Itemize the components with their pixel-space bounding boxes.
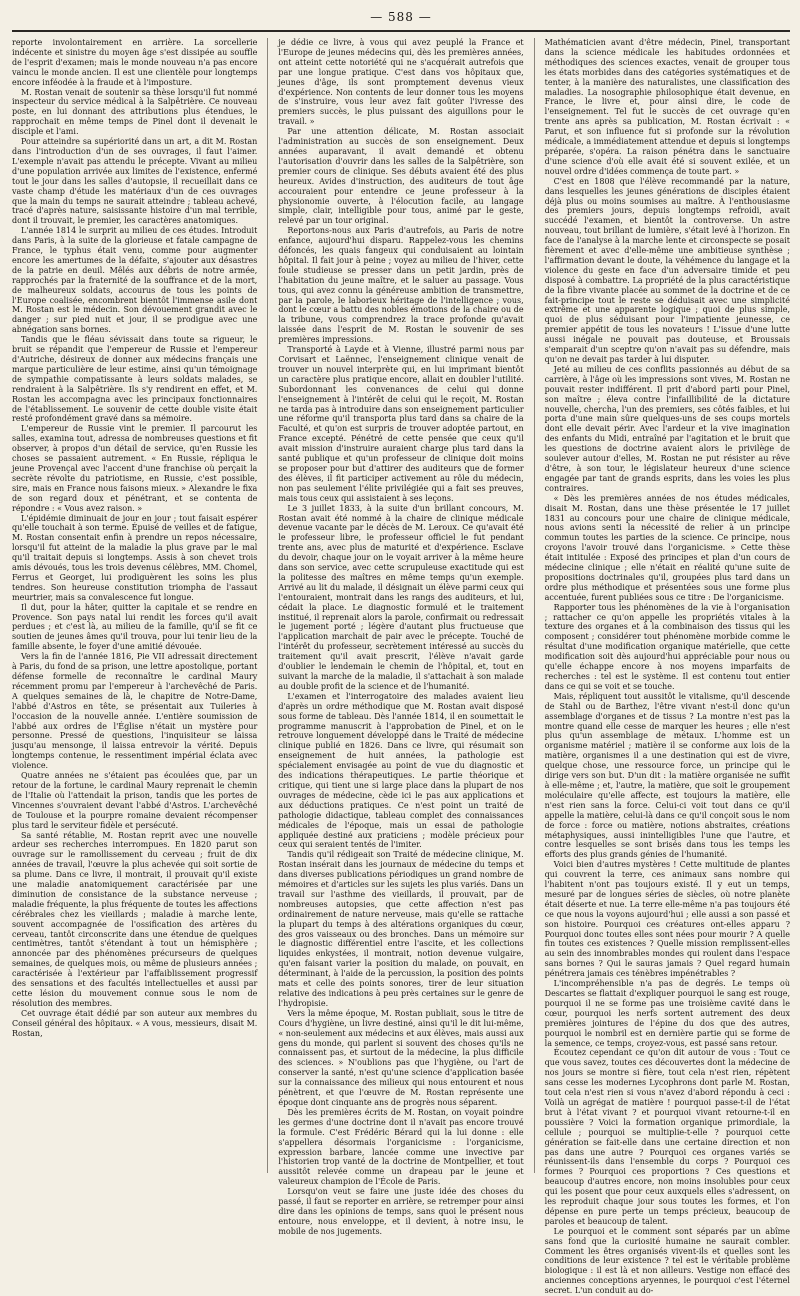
paragraph: Lorsqu'on veut se faire une juste idée des choses du passé, il faut se reporter en arrière, se retremper pour ainsi dire dans les opinions de temps, sans quoi le présent nous entoure, nous enveloppe, et il devient, à notre insu, le mobile de nos jugements.: [278, 1187, 524, 1236]
column-middle: [278, 38, 524, 1236]
paragraph: Vers la fin de l'année 1816, Pie VII adressait directement à Paris, du fond de sa prison, une lettre apostolique, portant défense formelle de reconnaître le cardinal Maury récemment promu par l'empereur à l'archevêché de Paris. A quelques semaines de là, le chapitre de Notre-Dame, l'abbé d'Astros en tête, se présentait aux Tuileries à l'occasion de la nouvelle année. L'entière soumission de l'abbé aux ordres de l'Église n'était un mystère pour personne. Pressé de questions, l'inquisiteur se laissa jusqu'au mensonge, il laissa entrevoir la vérité. Depuis longtemps contenue, le ressentiment impérial éclata avec violence.: [12, 652, 258, 771]
paragraph: Reportons-nous aux Paris d'autrefois, au Paris de notre enfance, aujourd'hui disparu. Rappelez-vous les chemins défoncés, les quais fangeux qui conduisaient au lointain hôpital. Il fait jour à peine ; voyez au milieu de l'hiver, cette foule studieuse se presser dans un petit jardin, près de l'habitation du jeune maître, et le saluer au passage. Vous tous, qui avez connu la généreuse ambition de transmettre, par la parole, le laborieux héritage de l'intelligence ; vous, dont le cœur a battu des nobles émotions de la chaire ou de la tribune, vous comprendrez la trace profonde qu'avait laissée dans l'esprit de M. Rostan le souvenir de ses premières impressions.: [278, 226, 524, 345]
paragraph: L'épidémie diminuait de jour en jour ; tout faisait espérer qu'elle touchait à son terme. Épuisé de veilles et de fatigue, M. Rostan consentait enfin à prendre un repos nécessaire, lorsqu'il fut atteint de la maladie la plus grave par le mal qu'il traitait depuis si longtemps. Assis à son chevet trois amis dévoués, tous les trois devenus célèbres, MM. Chomel, Ferrus et Georget, lui prodiguèrent les soins les plus tendres. Son heureuse constitution triompha de l'assaut meurtrier, mais sa convalescence fut longue.: [12, 513, 258, 602]
text-columns: [12, 38, 790, 1296]
paragraph: Transporté à Layde et à Vienne, illustré parmi nous par Corvisart et Laënnec, l'enseignement clinique venait de trouver un nouvel interprète qui, en lui imprimant bientôt un caractère plus pratique encore, allait en doubler l'utilité. Subordonnant les convenances de celui qui donne l'enseignement à l'intérêt de celui qui le reçoit, M. Rostan ne tarda pas à introduire dans son enseignement particulier une réforme qu'il transporta plus tard dans sa chaire de la Faculté, et qu'on est surpris de trouver adoptée partout, en France excepté. Pénétré de cette pensée que ceux qu'il avait mission d'instruire auraient charge plus tard dans la santé publique et qu'un professeur de clinique doit moins se proposer pour but d'attirer des auditeurs que de former des élèves, il fit participer activement au rôle du médecin, non pas seulement l'élite privilégiée qui a fait ses preuves, mais tous ceux qui assistaient à ses leçons.: [278, 345, 524, 503]
paragraph: Tandis qu'il rédigeait son Traité de médecine clinique, M. Rostan insérait dans les journaux de médecine du temps et dans diverses publications périodiques un grand nombre de mémoires et d'articles sur les sujets les plus variés. Dans un travail sur l'asthme des vieillards, il prouvait, par de nombreuses autopsies, que cette affection n'est pas ordinairement de nature nerveuse, mais qu'elle se rattache la plupart du temps à des altérations organiques du cœur, des gros vaisseaux ou des bronches. Dans un mémoire sur le diagnostic différentiel entre l'ascite, et les collections liquides enkystées, il montrait, notion devenue vulgaire, qu'en faisant varier la position du malade, on pouvait, en déterminant, à l'aide de la percussion, la position des points mats et celle des points sonores, tirer de leur situation relative des indications à peu près certaines sur le genre de l'hydropisie.: [278, 850, 524, 1008]
paragraph: L'incompréhensible n'a pas de degrés. Le temps où Descartes se flattait d'expliquer pourquoi le sang est rouge, pourquoi il ne se forme pas une troisième cavité dans le cœur, pourquoi les nerfs sortent autrement des deux premières jointures de l'épine du dos que des autres, pourquoi le nombril est en dernière partie qui se forme de la semence, ce temps, croyez-vous, est passé sans retour.: [544, 979, 790, 1048]
paragraph: Le pourquoi et le comment sont séparés par un abîme sans fond que la curiosité humaine ne saurait combler. Comment les êtres organisés vivent-ils et quelles sont les conditions de leur existence ? tel est le véritable problème biologique : il est là et non ailleurs. Vestige non effacé des anciennes conceptions aryennes, le pourquoi c'est l'éternel secret. L'un conduit au do-: [544, 1226, 790, 1296]
paragraph: Quatre années ne s'étaient pas écoulées que, par un retour de la fortune, le cardinal Maury reprenait le chemin de l'Italie où l'attendait la prison, tandis que les portes de Vincennes s'ouvraient devant l'abbé d'Astros. L'archevêché de Toulouse et la pourpre romaine devaient récompenser plus tard le serviteur fidèle et persécuté.: [12, 771, 258, 830]
paragraph: « Dès les premières années de nos études médicales, disait M. Rostan, dans une thèse présentée le 17 juillet 1831 au concours pour une chaire de clinique médicale, nous avions senti la nécessité de relier à un principe commun toutes les parties de la science. Ce principe, nous croyons l'avoir trouvé dans l'organicisme. » Cette thèse était intitulée : Exposé des principes et plan d'un cours de médecine clinique ; elle n'était en réalité qu'une suite de propositions doctrinales qu'il, groupées plus tard dans un ordre plus méthodique et présentées sous une forme plus accentuée, furent publiées sous ce titre : De l'organicisme.: [544, 493, 790, 602]
paragraph: Sa santé rétablie, M. Rostan reprit avec une nouvelle ardeur ses recherches interrompues. En 1820 parut son ouvrage sur le ramollissement du cerveau ; fruit de dix années de travail, l'œuvre la plus achevée qui soit sortie de sa plume. Dans ce livre, il montrait, il prouvait qu'il existe une maladie anatomiquement caractérisée par une diminution de consistance de la substance nerveuse ; maladie fréquente, la plus fréquente de toutes les affections cérébrales chez les vieillards ; maladie à marche lente, souvent accompagnée de l'ossification des artères du cerveau, tantôt circonscrite dans une étendue de quelques centimètres, tantôt s'étendant à tout un hémisphère ; annoncée par des phénomènes précurseurs de quelques semaines, de quelques mois, ou même de plusieurs années ; caractérisée à l'extérieur par l'affaiblissement progressif des sensations et des facultés intellectuelles et aussi par cette lésion du mouvement connue sous le nom de résolution des membres.: [12, 830, 258, 1008]
paragraph: Tandis que le fléau sévissait dans toute sa rigueur, le bruit se répandit que l'empereur de Russie et l'empereur d'Autriche, désireux de donner aux médecins français une marque particulière de leur estime, ainsi qu'un témoignage de sympathie compatissante à leurs soldats malades, se rendraient à la Salpêtrière. Ils s'y rendirent en effet, et M. Rostan les accompagna avec les principaux fonctionnaires de l'établissement. Le souvenir de cette double visite était resté profondément gravé dans sa mémoire.: [12, 335, 258, 424]
paragraph: M. Rostan venait de soutenir sa thèse lorsqu'il fut nommé inspecteur du service médical à la Salpêtrière. Ce nouveau poste, en lui donnant des attributions plus étendues, le rapprochait en même temps de Pinel dont il devenait le disciple et l'ami.: [12, 87, 258, 137]
paragraph: Cet ouvrage était dédié par son auteur aux membres du Conseil général des hôpitaux. « A vous, messieurs, disait M. Rostan,: [12, 1008, 258, 1038]
paragraph: Par une attention délicate, M. Rostan associait l'administration au succès de son enseignement. Deux années auparavant, il avait demandé et obtenu l'autorisation d'ouvrir dans les salles de la Salpêtrière, son premier cours de clinique. Ses débuts avaient été des plus heureux. Avides d'instruction, des auditeurs de tout âge accouraient pour entendre ce jeune professeur à la physionomie ouverte, à l'élocution facile, au langage simple, clair, intelligible pour tous, animé par le geste, relevé par un tour original.: [278, 127, 524, 226]
paragraph: Mais, répliquent tout aussitôt le vitalisme, qu'il descende de Stahl ou de Barthez, l'être vivant n'est-il donc qu'un assemblage d'organes et de tissus ? La montre n'est pas la montre quand elle cesse de marquer les heures ; elle n'est plus qu'un assemblage de métaux. L'homme est un organisme matériel ; matière il se conforme aux lois de la matière, organismes il a une destination qui est de vivre, quelque chose, une ressource force, un principe qui le dirige vers son but. D'un dit : la matière organisée ne suffit à elle-même ; et, l'autre, la matière, que soit le groupement moléculaire qu'elle affecte, est toujours la matière, elle n'est rien sans la force. Celui-ci voit tout dans ce qu'il appelle la matière, celui-là dans ce qu'il conçoit sous le nom de force : force ou matière, notions abstraites, créations métaphysiques, aussi inintelligibles l'une que l'autre, et contre lesquelles se sont brisés dans tous les temps les efforts des plus grands génies de l'humanité.: [544, 691, 790, 860]
paragraph: Dès les premières écrits de M. Rostan, on voyait poindre les germes d'une doctrine dont il n'avait pas encore trouvé la formule. C'est Frédéric Bérard qui la lui donne : elle s'appellera désormais l'organicisme : l'organicisme, expression barbare, lancée comme une invective par l'historien trop vanté de la doctrine de Montpellier, et tout aussitôt relevée comme un drapeau par le jeune et valeureux champion de l'École de Paris.: [278, 1107, 524, 1187]
column-divider: [534, 38, 535, 1173]
paragraph: Il dut, pour la hâter, quitter la capitale et se rendre en Provence. Son pays natal lui rendit les forces qu'il avait perdues ; et c'est là, au milieu de la famille, qu'il se fit ce soutien de jeunes âmes qu'il trouva, pour lui tenir lieu de la famille absente, le foyer d'une amitié dévouée.: [12, 602, 258, 652]
paragraph: Voici bien d'autres mystères ! Cette multitude de plantes qui couvrent la terre, ces animaux sans nombre qui l'habitent n'ont pas toujours existé. Il y eut un temps, mesuré par de longues séries de siècles, où notre planète était déserte et nue. La terre elle-même n'a pas toujours été ce que nous la voyons aujourd'hui ; elle aussi a son passé et son histoire. Pourquoi ces créatures ont-elles apparu ? Pourquoi donc toutes elles sont nées pour mourir ? A quelle fin toutes ces existences ? Quelle mission remplissent-elles au sein des innombrables mondes qui roulent dans l'espace sans bornes ? Qui le sauras jamais ? Quel regard humain pénétrera jamais ces ténèbres impénétrables ?: [544, 860, 790, 979]
paragraph: Jeté au milieu de ces conflits passionnés au début de sa carrière, à l'âge où les impressions sont vives, M. Rostan ne pouvait rester indifférent. Il prit d'abord parti pour Pinel, son maître ; éleva contre l'infaillibilité de la dictature nouvelle, chercha, l'un des premiers, ses côtés faibles, et lui porta d'une main sûre quelques-uns de ses coups mortels dont elle devait périr. Avec l'ardeur et la vive imagination des enfants du Midi, entraîné par l'agitation et le bruit que les questions de doctrine avaient alors le privilège de soulever autour d'elles, M. Rostan ne put résister au rêve d'être, à son tour, le législateur heureux d'une science engagée par tant de grands esprits, dans les voies les plus contraires.: [544, 364, 790, 493]
paragraph: L'année 1814 le surprit au milieu de ces études. Introduit dans Paris, à la suite de la glorieuse et fatale campagne de France, le typhus était venu, comme pour augmenter encore les amertumes de la défaite, s'ajouter aux désastres de la patrie en deuil. Mêlés aux débris de notre armée, rapprochés par la fraternité de la souffrance et de la mort, de malheureux soldats, accourus de tous les points de l'Europe coalisée, encombrent bientôt l'immense asile dont M. Rostan est le médecin. Son dévouement grandit avec le danger ; sur pied nuit et jour, il se prodigue avec une abnégation sans bornes.: [12, 226, 258, 335]
column-divider: [267, 38, 268, 1173]
paragraph: Le 3 juillet 1833, à la suite d'un brillant concours, M. Rostan avait été nommé à la chaire de clinique médicale devenue vacante par le décès de M. Leroux. Ce qu'avait été le professeur libre, le professeur officiel le fut pendant trente ans, avec plus de maturité et d'expérience. Esclave du devoir, chaque jour on le voyait arriver à la même heure dans son service, avec cette scrupuleuse exactitude qui est la politesse des maîtres en même temps qu'un exemple. Arrivé au lit du malade, il désignait un élève parmi ceux qui l'entouraient, montrait dans les rangs des auditeurs, et lui, cédait la place. Le diagnostic formulé et le traitement institué, il reprenait alors la parole, confirmait ou redressait le jugement porté ; légère d'autant plus fructueuse que l'application marchait de pair avec le précepte. Touché de l'intérêt du professeur, secrètement intéressé au succès du traitement qu'il avait prescrit, l'élève n'avait garde d'oublier le lendemain le chemin de l'hôpital, et, tout en suivant la marche de la maladie, il s'attachait à son malade au double profit de la science et de l'humanité.: [278, 503, 524, 691]
paragraph: C'est en 1808 que l'élève recommandé par la nature, dans lesquelles les jeunes générations de disciples étaient déjà plus ou moins soumises au maître. À l'enthousiasme des premiers jours, depuis longtemps refroidi, avait succédé l'examen, et bientôt la controverse. Un astre nouveau, tout brillant de lumière, s'était levé à l'horizon. En face de l'analyse à la marche lente et circonspecte se posait fièrement et avec d'elle-même une ambitieuse synthèse ; l'affirmation devant le doute, la véhémence du langage et la violence du geste en face d'un adversaire timide et peu disposé à combattre. La propriété de la plus caractéristique de la fibre vivante placée au sommet de la doctrine et de ce fait-principe tout le reste se déduisait avec une simplicité extrême et une apparente logique ; quoi de plus simple, quoi de plus séduisant pour l'impatiente jeunesse, ce premier appétit de tous les novateurs ! L'issue d'une lutte aussi inégale ne pouvait pas douteuse, et Broussais s'emparait d'un sceptre qu'on n'avait pas su défendre, mais qu'on ne devait pas tarder à lui disputer.: [544, 176, 790, 364]
paragraph: reporte involontairement en arrière. La sorcellerie indécente et sinistre du moyen âge s'est dissipée au souffle de l'esprit d'examen; mais le monde nouveau n'a pas encore vaincu le monde ancien. Il est une clientèle pour longtemps encore inféodée à la fraude et à l'imposture.: [12, 38, 258, 87]
paragraph: Rapporter tous les phénomènes de la vie à l'organisation ; rattacher ce qu'on appelle les propriétés vitales à la texture des organes et à la combinaison des tissus qui les composent ; considérer tout phénomène morbide comme le résultat d'une modification organique matérielle, que cette modification soit dès aujourd'hui appréciable pour nous ou qu'elle échappe encore à nos moyens imparfaits de recherches : tel est le système. Il est contenu tout entier dans ce qui se voit et se touche.: [544, 602, 790, 691]
page-header: [12, 8, 790, 32]
paragraph: je dédie ce livre, à vous qui avez peuplé la France et l'Europe de jeunes médecins qui, dès les premières années, ont atteint cette notoriété qui ne s'acquérait autrefois que par une longue pratique. C'est dans vos hôpitaux que, jeunes d'âge, ils sont promptement devenus vieux d'expérience. Non contents de leur donner tous les moyens de s'instruire, vous leur avez fait goûter l'ivresse des premiers succès, le plus puissant des aiguillons pour le travail. »: [278, 38, 524, 127]
paragraph: Écoutez cependant ce qu'on dit autour de vous : Tout ce que vous savez, toutes ces découvertes dont la médecine de nos jours se montre si fière, tout cela n'est rien, répètent sans cesse les modernes Lycophrons dont parle M. Rostan, tout cela n'est rien si vous n'avez d'abord répondu à ceci : Voilà un agrégat de matière ! pourquoi passe-t-il de l'état brut à l'état vivant ? et pourquoi vivant retourne-t-il en poussière ? Voici la formation organique primordiale, la cellule ; pourquoi se multiplie-t-elle ? pourquoi cette génération se fait-elle dans une certaine direction et non pas dans une autre ? Pourquoi ces organes variés se réunissent-ils dans l'ensemble du corps ? Pourquoi ces formes ? Pourquoi ces proportions ? Ces questions et beaucoup d'autres encore, non moins insolubles pour ceux qui les posent que pour ceux auxquels elles s'adressent, on les reproduit chaque jour sous toutes les formes, et l'on dépense en pure perte un temps précieux, beaucoup de paroles et beaucoup de talent.: [544, 1048, 790, 1226]
paragraph: L'examen et l'interrogatoire des malades avaient lieu d'après un ordre méthodique que M. Rostan avait disposé sous forme de tableau. Dès l'année 1814, il en soumettait le programme manuscrit à l'approbation de Pinel, et on le retrouve longuement développé dans le Traité de médecine clinique publié en 1826. Dans ce livre, qui résumait son enseignement de huit années, la pathologie est spécialement envisagée au point de vue du diagnostic et des indications thérapeutiques. Le partie théorique et critique, qui tient une si large place dans la plupart de nos ouvrages de médecine, cède ici le pas aux applications et aux déductions pratiques. Ce n'est point un traité de pathologie didactique, tableau complet des connaissances médicales de l'époque, mais un essai de pathologie appliquée destiné aux praticiens ; modèle précieux pour ceux qui seraient tentés de l'imiter.: [278, 691, 524, 850]
paragraph: L'empereur de Russie vint le premier. Il parcourut les salles, examina tout, adressa de nombreuses questions et fit observer, à propos d'un détail de service, qu'en Russie les choses se passaient autrement. « En Russie, répliqua le jeune Provençal avec l'accent d'une franchise où perçait la secrète révolte du patriotisme, en Russie, c'est possible, sire, mais en France nous faisons mieux. » Alexandre le fixa de son regard doux et pénétrant, et se contenta de répondre : « Vous avez raison. »: [12, 424, 258, 513]
column-left: [12, 38, 257, 1173]
column-right: [544, 38, 790, 1296]
page-number: — 588 —: [370, 10, 432, 24]
paragraph: Mathématicien avant d'être médecin, Pinel, transportant dans la science médicale les habitudes ordonnées et méthodiques des sciences exactes, venait de grouper tous les états morbides dans des catégories systématiques et de tenter, à la manière des naturalistes, une classification des maladies. La nosographie philosophique était devenue, en France, le livre et, pour ainsi dire, le code de l'enseignement. Tel fut le succès de cet ouvrage qu'en trente ans après sa publication, M. Rostan écrivait : « Parut, et son influence fut si profonde sur la révolution médicale, a immédiatement attendue et depuis si longtemps préparée, s'opéra. La raison pénétra dans le sanctuaire d'une science d'où elle avait été si souvent exilée, et un nouvel ordre d'idées commença de toute part. »: [544, 38, 790, 176]
paragraph: Vers la même époque, M. Rostan publiait, sous le titre de Cours d'hygiène, un livre destiné, ainsi qu'il le dit lui-même, « non-seulement aux médecins et aux élèves, mais aussi aux gens du monde, qui parlent si souvent des choses qu'ils ne connaissent pas, et surtout de la médecine, la plus difficile des sciences. » N'oublions pas que l'hygiène, ou l'art de conserver la santé, n'est qu'une science d'application basée sur la connaissance des milieux qui nous entourent et nous pénètrent, et que l'œuvre de M. Rostan représente une époque dont cinquante ans de progrès nous séparent.: [278, 1008, 524, 1107]
paragraph: Pour atteindre sa supériorité dans un art, a dit M. Rostan dans l'introduction d'un de ses ouvrages, il faut l'aimer. L'exemple n'avait pas attendu le précepte. Vivant au milieu d'une population arrivée aux limites de l'existence, enfermé tout le jour dans les salles d'autopsie, il recueillait dans ce vaste champ d'étude les matériaux d'un de ces ouvrages que la main du temps ne saurait atteindre ; tableau achevé, tracé d'après nature, saisissante histoire d'un mal terrible, dont il trouvait, le premier, les caractères anatomiques.: [12, 137, 258, 226]
